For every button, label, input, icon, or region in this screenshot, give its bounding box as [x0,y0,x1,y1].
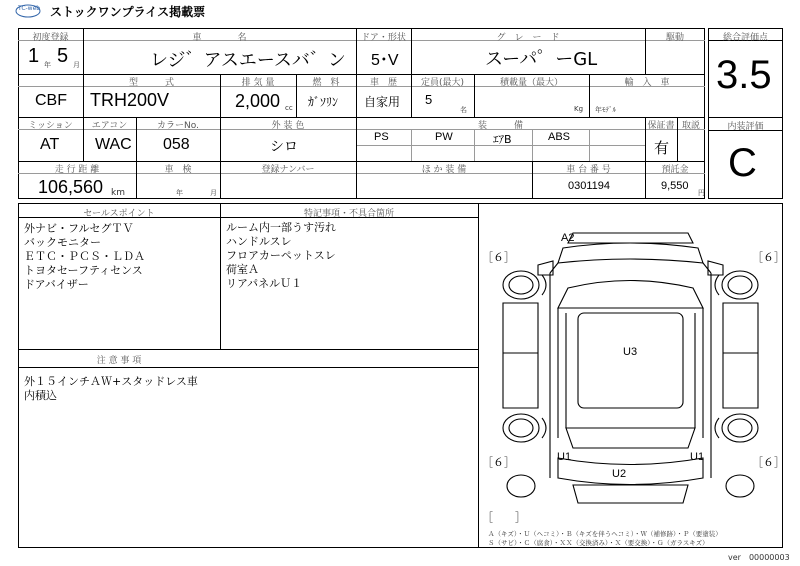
capacity: 5 [425,92,433,107]
aircon: WAC [95,136,132,153]
caution-item: 内積込 [24,389,57,402]
car-damage-diagram [478,203,783,548]
special-note-item: フロアカーペットスレ [226,249,336,262]
equip-airbag: ｴｱB [493,133,512,146]
equip-ps: PS [374,131,389,143]
selling-point-item: バックモニター [24,236,101,249]
model-label: 型 式 [128,78,174,88]
door-shape: 5･V [371,52,399,69]
ext-color-label: 外 装 色 [271,121,305,131]
selling-points-list [24,222,145,292]
special-notes-list [226,221,336,291]
capacity-unit: 名 [460,106,467,114]
legend-line-2: Ｓ（サビ）・Ｃ（腐食）・ＸＸ（交換済み）・Ｘ（要交換）・Ｇ（ガラスキズ） [488,539,709,547]
history: 自家用 [364,95,401,109]
reg-year: 1 [28,45,40,67]
load-unit: Kg [574,105,584,113]
car-name-label: 車 名 [192,33,247,43]
mission: AT [40,136,60,153]
displacement-label: 排 気 量 [241,78,275,88]
version: ver 00000003 [728,553,790,562]
interior-score-label: 内装評価 [727,122,764,132]
history-label: 車 歴 [369,78,397,88]
tire-depth-front-right: ［６］ [752,252,785,264]
color-no-label: カラーNo. [157,121,199,131]
capacity-label: 定員(最大) [420,78,465,88]
equip-pw: PW [435,131,453,143]
insp-month-unit: 月 [210,189,217,197]
mileage-label: 走 行 距 離 [54,165,100,175]
chassis-no: 0301194 [568,180,611,192]
car-name: レジ゛アスエースバ゛ン [150,50,346,71]
insp-year-unit: 年 [176,189,183,197]
warranty: 有 [654,139,670,157]
grade-label: グ レ ー ド [496,33,560,43]
door-shape-label: ドア・形状 [361,33,406,43]
tire-depth-front-left: ［６］ [482,252,515,264]
logo [15,3,41,17]
import-model-year: 年ﾓﾃﾞﾙ [595,106,616,114]
damage-mark-rear-right: U1 [690,451,705,463]
manual-label: 取説 [681,121,700,131]
damage-mark-front: A2 [561,232,575,244]
form-title: ストックワンプライス掲載票 [50,5,206,19]
special-note-item: 荷室Ａ [226,263,259,276]
inspection-label: 車 検 [164,165,192,175]
fuel-label: 燃 料 [312,78,340,88]
damage-mark-rear-left: U1 [557,451,572,463]
reg-plate-label: 登録ナンバー [261,165,315,175]
interior-score: C [728,141,757,185]
year-unit: 年 [44,61,51,69]
ext-color: シロ [270,139,298,155]
damage-mark-rear: U2 [612,468,627,480]
special-note-item: ルーム内一部うす汚れ [226,221,336,234]
selling-point-item: 外ナビ・フルセグＴＶ [24,222,134,235]
tire-depth-rear-left: ［６］ [482,457,515,469]
displacement-unit: cc [285,104,293,112]
logo-text: TC-web [18,5,41,12]
grade: スーパ゜ーGL [485,49,598,70]
special-notes-title: 特記事項・不具合箇所 [303,209,394,219]
caution-title: 注 意 事 項 [96,356,142,366]
first-reg-label: 初度登録 [32,33,69,43]
selling-point-item: ＥＴＣ・ＰＣＳ・ＬＤＡ [24,250,145,263]
fuel: ｶﾞｿﾘﾝ [308,95,339,109]
overall-score-label: 総合評価点 [722,33,768,43]
equipment-label: 装 備 [477,121,523,131]
selling-point-item: ドアバイザー [24,278,89,291]
spare-tire-depth: ［ ］ [482,512,526,524]
other-equipment-label: ほ か 装 備 [421,165,467,175]
caution-list [24,375,198,403]
tire-depth-rear-right: ［６］ [752,457,785,469]
load-label: 積載量（最大） [499,78,563,88]
model-prefix: CBF [35,92,67,109]
aircon-label: エアコン [91,121,128,131]
selling-point-item: トヨタセーフティセンス [24,264,143,277]
deposit-label: 預託金 [661,165,689,175]
special-note-item: ハンドルスレ [226,235,292,248]
deposit: 9,550 [661,180,689,192]
displacement: 2,000 [235,91,281,111]
equip-abs: ABS [548,131,571,143]
color-no: 058 [163,136,190,153]
mileage: 106,560 [38,177,104,197]
mileage-unit: km [111,188,125,198]
damage-mark-roof: U3 [623,346,638,358]
drive-label: 駆動 [665,33,684,43]
overall-score: 3.5 [716,53,772,97]
warranty-label: 保証書 [647,121,675,131]
special-note-item: リアパネルＵ１ [226,277,303,290]
chassis-no-label: 車 台 番 号 [566,165,611,175]
model-code: TRH200V [90,90,170,110]
caution-item: 外１５インチＡＷ+スタッドレス車 [24,375,198,388]
legend-line-1: Ａ（キズ）・Ｕ（ヘコミ）・Ｂ（キズを伴うヘコミ）・Ｗ（補修跡）・Ｐ（要塗装） [488,530,722,538]
month-unit: 月 [73,61,80,69]
deposit-unit: 円 [698,189,705,197]
mission-label: ミッション [28,121,73,131]
reg-month: 5 [57,45,69,67]
selling-points-title: セールスポイント [83,209,155,219]
import-label: 輸 入 車 [624,78,670,88]
